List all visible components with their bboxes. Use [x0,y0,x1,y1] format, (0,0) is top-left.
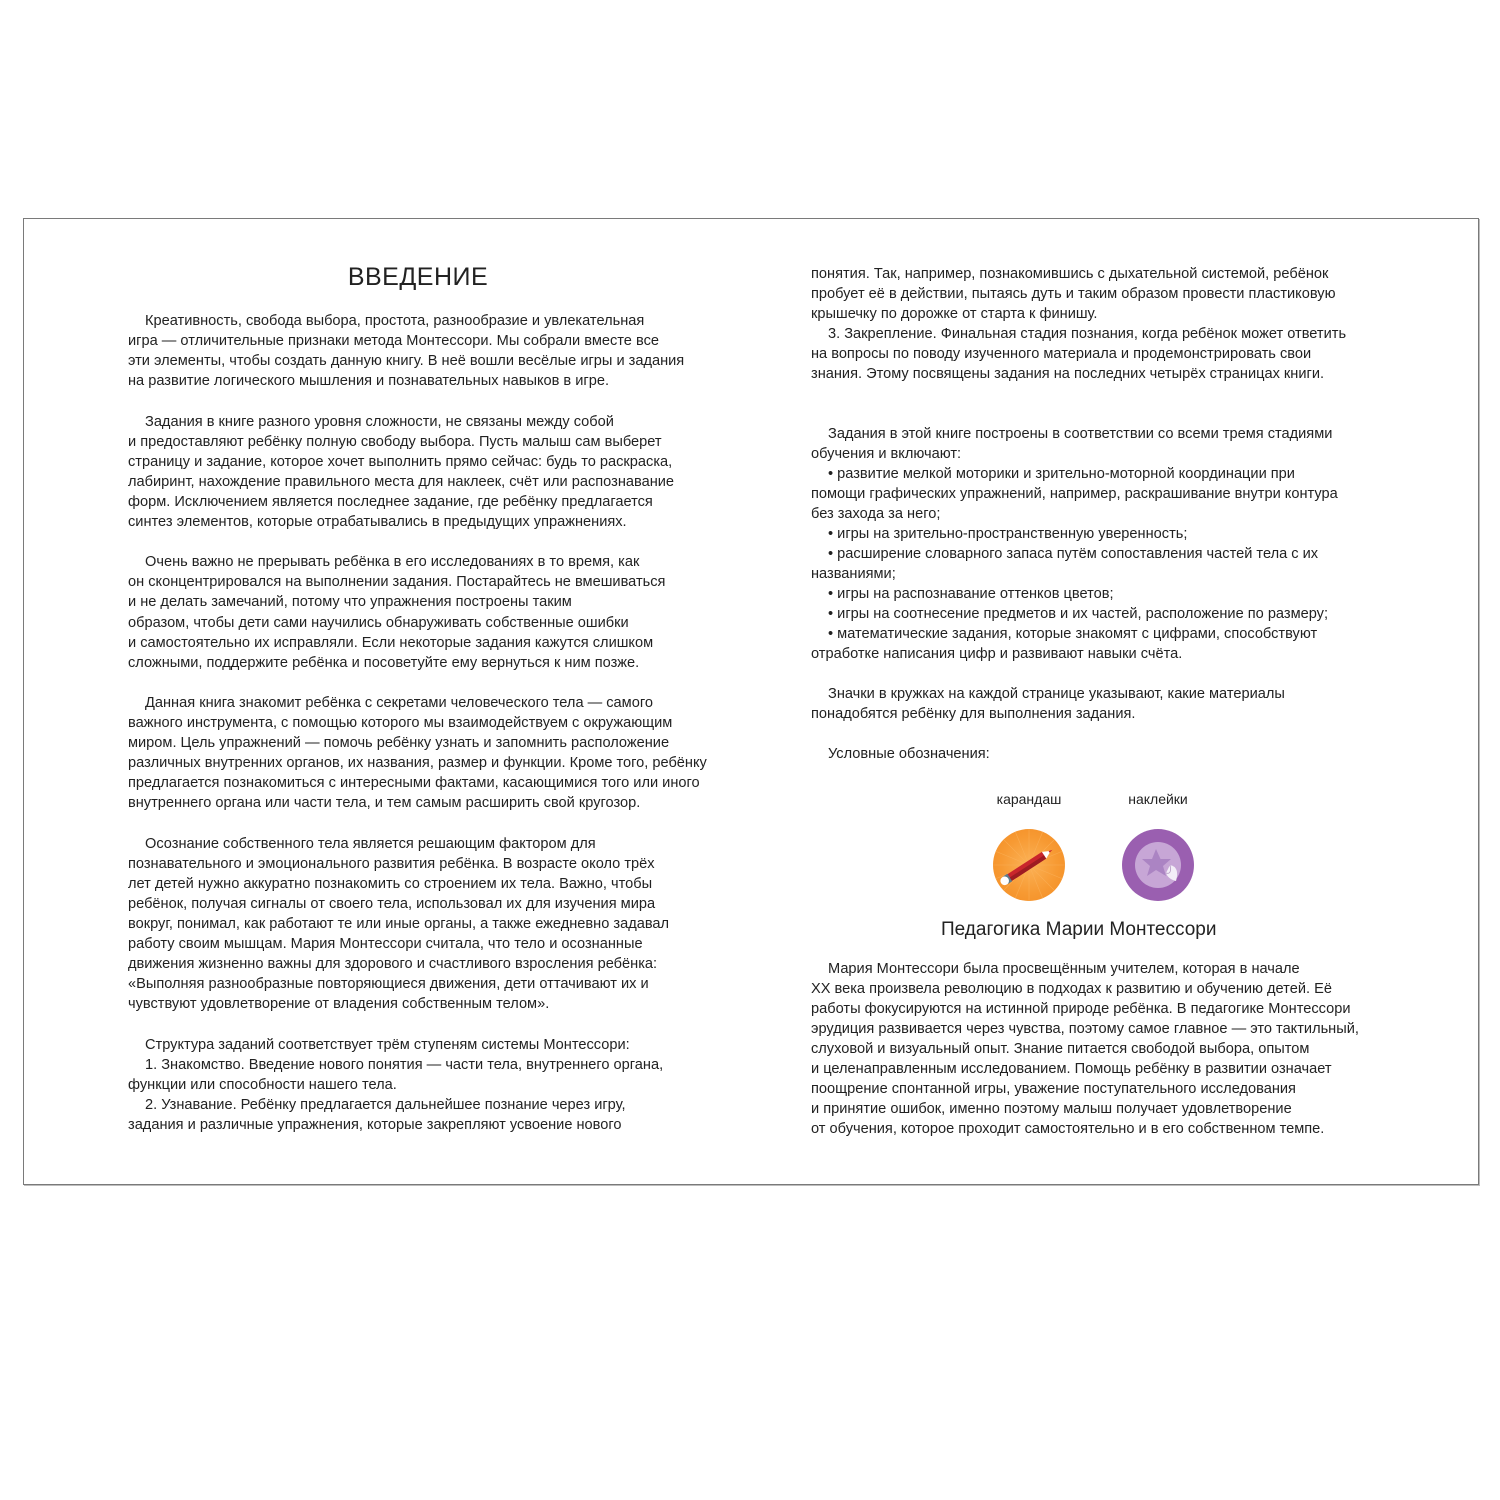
text-line: 2. Узнавание. Ребёнку предлагается дальнейшее познание через игру, [145,1096,626,1113]
text-line: внутреннего органа или части тела, и тем самым расширить свой кругозор. [128,795,641,812]
text-line: эрудиция развивается через чувства, поэтому самое главное — это тактильный, [811,1021,1359,1037]
text-line: предлагается познакомиться с интересными фактами, касающимися того или иного [128,775,700,792]
text-line: Креативность, свобода выбора, простота, разнообразие и увлекательная [145,313,645,329]
text-line: на развитие логического мышления и познавательных навыков в игре. [128,373,610,390]
pencil-icon [993,829,1065,901]
text-line: помощи графических упражнений, например, раскрашивание внутри контура [811,486,1338,502]
text-line: важного инструмента, с помощью которого мы взаимодействуем с окружающим [128,715,673,731]
text-line: познавательного и эмоционального развития ребёнка. В возрасте около трёх [128,855,655,872]
text-line: «Выполняя разнообразные повторяющиеся движения, дети оттачивают их и [128,976,649,993]
text-line: поощрение спонтанной игры, уважение поступательного исследования [811,1081,1296,1097]
text-line: 1. Знакомство. Введение нового понятия — части тела, внутреннего органа, [145,1056,664,1073]
text-line: и принятие ошибок, именно поэтому малыш получает удовлетворение [811,1101,1292,1117]
text-line: Осознание собственного тела является решающим фактором для [145,835,596,852]
text-line: Структура заданий соответствует трём ступеням системы Монтессори: [145,1036,630,1053]
text-line: Условные обозначения: [828,746,990,762]
text-line: Данная книга знакомит ребёнка с секретами человеческого тела — самого [145,694,653,711]
text-line: миром. Цель упражнений — помочь ребёнку узнать и запомнить расположение [128,735,670,752]
text-line: названиями; [811,566,896,582]
text-line: задания и различные упражнения, которые закрепляют усвоение нового [128,1117,622,1133]
text-line: понятия. Так, например, познакомившись с дыхательной системой, ребёнок [811,266,1329,282]
text-line: ребёнок, получая сигналы от своего тела, использовал их для изучения мира [128,895,656,912]
text-line: форм. Исключением является последнее задание, где ребёнку предлагается [128,493,653,510]
text-line: понадобятся ребёнку для выполнения задания. [811,706,1136,722]
text-line: и самостоятельно их исправляли. Если некоторые задания кажутся слишком [128,634,654,651]
text-line: Мария Монтессори была просвещённым учителем, которая в начале [828,961,1300,977]
text-line: и целенаправленным исследованием. Помощь ребёнку в развитии означает [811,1061,1332,1077]
text-line: сложными, поддержите ребёнка и посоветуйте ему вернуться к ним позже. [128,654,640,671]
text-line: отработке написания цифр и развивают навыки счёта. [811,646,1183,662]
text-line: различных внутренних органов, их названия, размер и функции. Кроме того, ребёнку [128,755,707,772]
text-line: • расширение словарного запаса путём сопоставления частей тела с их [828,546,1319,562]
book-spread [23,218,1479,1185]
text-line: • развитие мелкой моторики и зрительно-моторной координации при [828,466,1295,482]
text-line: лет детей нужно аккуратно познакомить со строением их тела. Важно, чтобы [128,875,653,892]
text-line: работу своим мышцам. Мария Монтессори считала, что тело и осознанные [128,936,643,953]
legend-label: наклейки [1128,791,1188,807]
text-line: • игры на зрительно-пространственную уверенность; [828,526,1188,542]
text-line: Задания в этой книге построены в соответствии со всеми тремя стадиями [828,426,1333,442]
text-line: вокруг, понимал, как работают те или иные органы, а также ежедневно задавал [128,916,670,932]
text-line: и не делать замечаний, потому что упражнения построены таким [128,594,572,611]
text-line: • игры на распознавание оттенков цветов; [828,586,1114,602]
text-line: крышечку по дорожке от старта к финишу. [811,306,1098,322]
text-line: пробует её в действии, пытаясь дуть и таким образом провести пластиковую [811,286,1336,302]
section-subtitle: Педагогика Марии Монтессори [941,919,1217,940]
legend-item-pencil [984,791,1074,901]
text-line: слуховой и визуальный опыт. Знание питается свободой выбора, опытом [811,1041,1310,1057]
legend-item-stickers [1113,791,1203,901]
text-line: Очень важно не прерывать ребёнка в его исследованиях в то время, как [145,554,640,571]
text-line: • математические задания, которые знакомят с цифрами, способствуют [828,626,1318,642]
text-line: чувствуют удовлетворение от владения собственным телом». [128,996,550,1013]
text-line: он сконцентрировался на выполнении задания. Постарайтесь не вмешиваться [128,574,666,591]
text-line: работы фокусируются на истинной природе ребёнка. В педагогике Монтессори [811,1001,1351,1017]
text-line: • игры на соотнесение предметов и их частей, расположение по размеру; [828,606,1329,622]
legend-label: карандаш [996,791,1062,807]
page-title: ВВЕДЕНИЕ [347,263,489,291]
text-line: страницу и задание, которое хочет выполнить прямо сейчас: будь то раскраска, [128,453,673,470]
text-line: игра — отличительные признаки метода Монтессори. Мы собрали вместе все [128,333,659,350]
text-line: XX века произвела революцию в подходах к развитию и обучению детей. Её [811,981,1332,997]
text-line: обучения и включают: [811,446,962,462]
text-line: Значки в кружках на каждой странице указывают, какие материалы [828,686,1285,702]
text-line: знания. Этому посвящены задания на последних четырёх страницах книги. [811,366,1325,382]
text-line: от обучения, которое проходит самостоятельно и в его собственном темпе. [811,1121,1325,1137]
text-line: Задания в книге разного уровня сложности, не связаны между собой [145,413,614,430]
text-line: движения жизненно важны для здорового и счастливого взросления ребёнка: [128,956,658,973]
text-line: функции или способности нашего тела. [128,1076,397,1093]
text-line: лабиринт, нахождение правильного места для наклеек, счёт или распознавание [128,473,675,490]
text-line: на вопросы по поводу изученного материала и продемонстрировать свои [811,346,1312,362]
text-line: без захода за него; [811,506,941,522]
text-line: синтез элементов, которые отрабатывались в предыдущих упражнениях. [128,514,627,530]
text-line: образом, чтобы дети сами научились обнаруживать собственные ошибки [128,614,629,631]
text-line: 3. Закрепление. Финальная стадия познания, когда ребёнок может ответить [828,326,1347,342]
text-line: и предоставляют ребёнку полную свободу выбора. Пусть малыш сам выберет [128,433,662,450]
text-line: эти элементы, чтобы создать данную книгу. В неё вошли весёлые игры и задания [128,353,685,370]
star-sticker-icon [1122,829,1194,901]
